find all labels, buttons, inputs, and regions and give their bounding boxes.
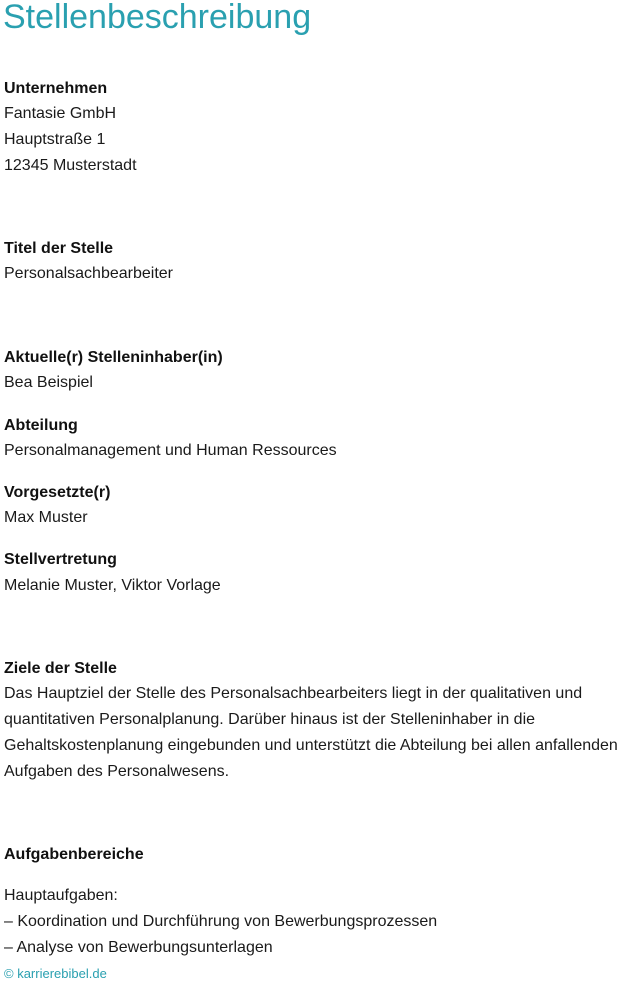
supervisor-label: Vorgesetzte(r) bbox=[4, 484, 111, 501]
position-title-value: Personalsachbearbeiter bbox=[4, 265, 173, 282]
goals-line: Aufgaben des Personalwesens. bbox=[4, 763, 230, 780]
tasks-label: Aufgabenbereiche bbox=[4, 846, 144, 863]
holder-value: Bea Beispiel bbox=[4, 374, 93, 391]
deputy-label: Stellvertretung bbox=[4, 551, 117, 568]
goals-line: Das Hauptziel der Stelle des Personalsachbearbeiters liegt in der qualitativen und bbox=[4, 685, 583, 702]
tasks-main-label: Hauptaufgaben: bbox=[4, 887, 118, 904]
task-item: – Analyse von Bewerbungsunterlagen bbox=[4, 939, 273, 956]
copyright-footer: © karrierebibel.de bbox=[4, 966, 107, 981]
goals-line: quantitativen Personalplanung. Darüber hinaus ist der Stelleninhaber in die bbox=[4, 711, 536, 728]
supervisor-value: Max Muster bbox=[4, 509, 88, 526]
company-label: Unternehmen bbox=[4, 80, 108, 97]
company-city: 12345 Musterstadt bbox=[4, 157, 137, 174]
company-name: Fantasie GmbH bbox=[4, 105, 117, 122]
goals-label: Ziele der Stelle bbox=[4, 660, 117, 677]
company-street: Hauptstraße 1 bbox=[4, 131, 106, 148]
holder-label: Aktuelle(r) Stelleninhaber(in) bbox=[4, 349, 223, 366]
page-title: Stellenbeschreibung bbox=[3, 0, 312, 36]
goals-line: Gehaltskostenplanung eingebunden und unterstützt die Abteilung bei allen anfallenden bbox=[4, 737, 618, 754]
department-value: Personalmanagement und Human Ressources bbox=[4, 442, 337, 459]
department-label: Abteilung bbox=[4, 417, 78, 434]
deputy-value: Melanie Muster, Viktor Vorlage bbox=[4, 577, 221, 594]
position-title-label: Titel der Stelle bbox=[4, 240, 114, 257]
task-item: – Koordination und Durchführung von Bewerbungsprozessen bbox=[4, 913, 438, 930]
